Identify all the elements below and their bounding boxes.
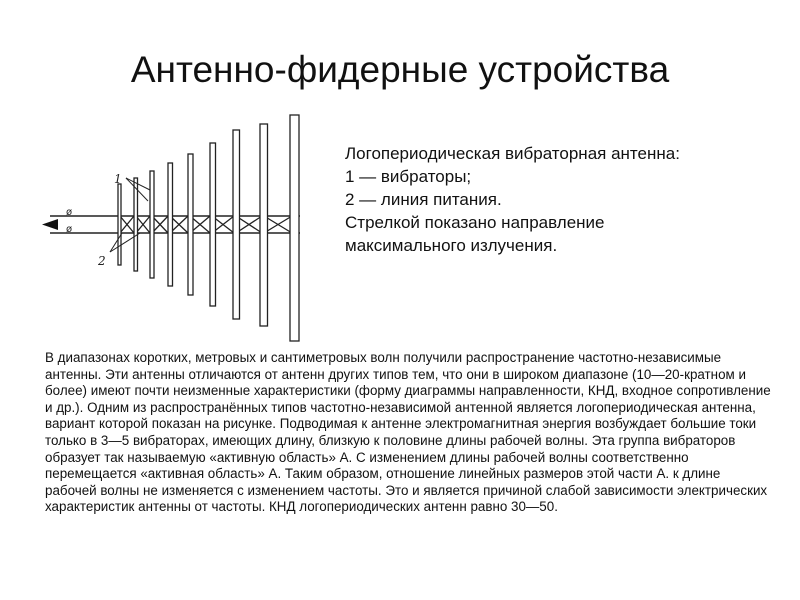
vibrator-5 [188, 154, 193, 295]
label-2-feed-line: 2 [98, 254, 106, 268]
terminal-lower: ø [66, 224, 73, 235]
vibrator-9 [290, 115, 299, 341]
body-paragraph: В диапазонах коротких, метровых и сантиметровых волн получили распространение частотно-независимые антенны. Эти антенны отличаются от антенн других типов тем, что они в широком диапазоне (10—20-кратном и более) имеют почти неизменные характеристики (форму диаграммы направленности, КНД, входное сопротивление и др.). Одним из распространённых типов частотно-независимой антенной является логопериодическая антенна, вариант которой показан на рисунке. Подводимая к антенне электромагнитная энергия возбуждает большие токи только в 3—5 вибраторах, имеющих длину, близкую к половине длины рабочей волны. Эта группа вибраторов образует так называемую «активную область» А. С изменением длины рабочей волны соответственно перемещается «активная область» А. Таким образом, отношение линейных размеров этой части А. к длине рабочей волны не изменяется с изменением частоты. Это и является причиной слабой зависимости электрических характеристик антенны от частоты. КНД логопериодических антенн равно 30—50. [45, 350, 771, 515]
caption-line: Логопериодическая вибраторная антенна: [345, 144, 680, 163]
vibrator-3 [150, 171, 154, 278]
log-periodic-antenna-diagram [38, 112, 318, 352]
caption-line: Стрелкой показано направление [345, 213, 605, 232]
vibrator-1 [118, 184, 121, 265]
label-1-vibrators: 1 [114, 172, 122, 186]
caption-line: максимального излучения. [345, 236, 558, 255]
caption-line: 1 — вибраторы; [345, 167, 472, 186]
figure-caption [345, 142, 775, 257]
vibrator-4 [168, 163, 173, 286]
vibrator-6 [210, 143, 216, 306]
vibrator-8 [260, 124, 268, 326]
slide-title: Антенно-фидерные устройства [130, 49, 670, 90]
vibrator-7 [233, 130, 240, 319]
terminal-upper: ø [66, 207, 73, 218]
caption-line: 2 — линия питания. [345, 190, 502, 209]
label-leaders [110, 178, 150, 252]
vibrator-2 [134, 178, 138, 271]
arrow-head [42, 219, 58, 230]
